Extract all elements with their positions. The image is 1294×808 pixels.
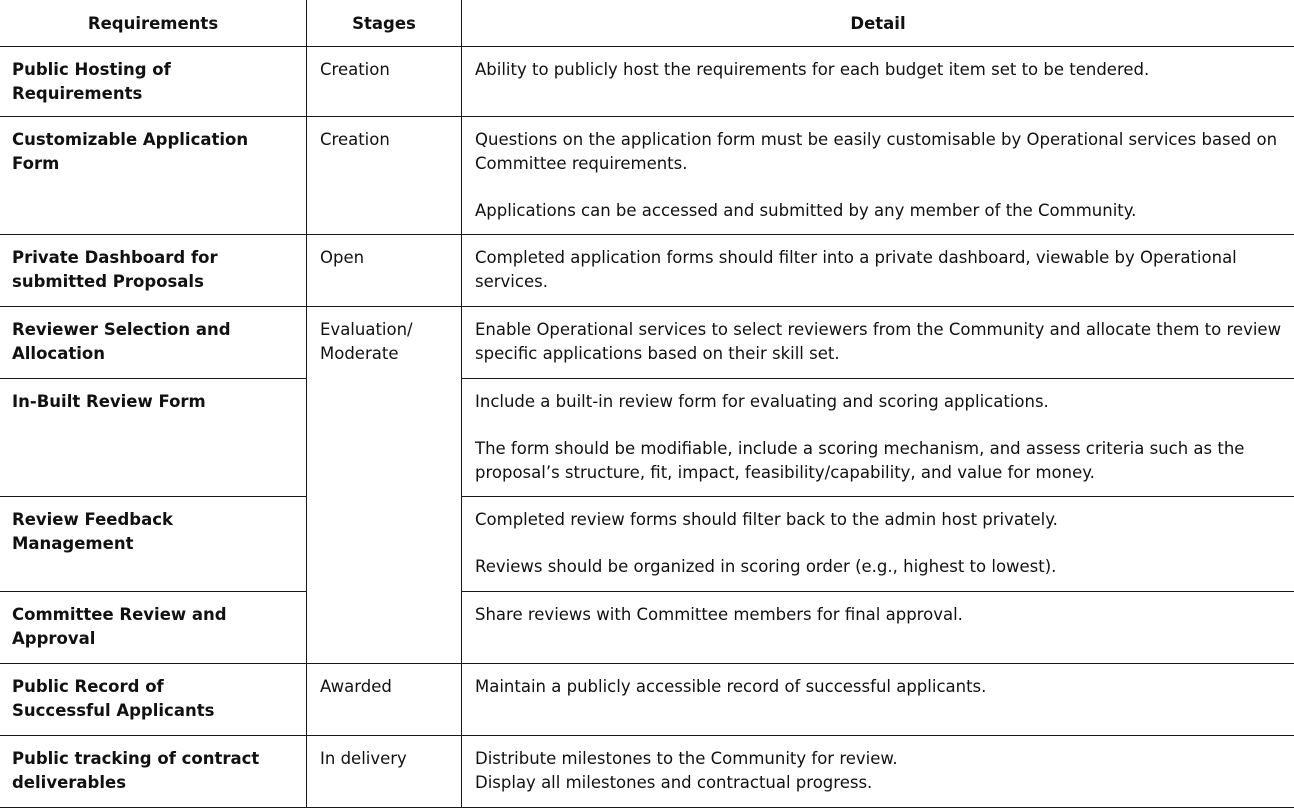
- detail-text: Share reviews with Committee members for final approval.: [475, 603, 1284, 627]
- stage-cell: Creation: [307, 47, 462, 117]
- header-row: [0, 0, 1294, 47]
- requirement-cell: Committee Review and Approval: [0, 592, 307, 664]
- detail-text: Enable Operational services to select reviewers from the Community and allocate them to review specific applications based on their skill set.: [475, 318, 1284, 366]
- detail-cell: [462, 664, 1294, 736]
- detail-cell: [462, 379, 1294, 497]
- stage-cell: In delivery: [307, 736, 462, 808]
- detail-text: Reviews should be organized in scoring order (e.g., highest to lowest).: [475, 555, 1284, 579]
- table-row: [0, 47, 1294, 117]
- detail-cell: [462, 235, 1294, 307]
- requirement-cell: In-Built Review Form: [0, 379, 307, 497]
- table-row: [0, 379, 1294, 497]
- stage-cell: Awarded: [307, 664, 462, 736]
- detail-cell: [462, 497, 1294, 592]
- detail-text: Questions on the application form must be easily customisable by Operational services based on Committee requirements.: [475, 128, 1284, 176]
- detail-text: Display all milestones and contractual progress.: [475, 771, 1284, 795]
- stage-cell: Evaluation/ Moderate: [307, 307, 462, 664]
- header-requirements: Requirements: [0, 0, 307, 47]
- table-row: [0, 736, 1294, 808]
- requirement-cell: Review Feedback Management: [0, 497, 307, 592]
- table-row: [0, 497, 1294, 592]
- table-row: [0, 592, 1294, 664]
- requirement-cell: Public tracking of contract deliverables: [0, 736, 307, 808]
- requirement-cell: Public Hosting of Requirements: [0, 47, 307, 117]
- detail-cell: [462, 47, 1294, 117]
- detail-text: Applications can be accessed and submitted by any member of the Community.: [475, 199, 1284, 223]
- detail-cell: [462, 592, 1294, 664]
- detail-cell: [462, 307, 1294, 379]
- table-row: [0, 307, 1294, 379]
- requirement-cell: Public Record of Successful Applicants: [0, 664, 307, 736]
- detail-cell: [462, 117, 1294, 235]
- detail-text: Maintain a publicly accessible record of successful applicants.: [475, 675, 1284, 699]
- detail-text: Completed application forms should filter into a private dashboard, viewable by Operational services.: [475, 246, 1284, 294]
- stage-cell: Open: [307, 235, 462, 307]
- detail-text: The form should be modifiable, include a scoring mechanism, and assess criteria such as the proposal’s structure, fit, impact, feasibility/capability, and value for money.: [475, 437, 1284, 485]
- detail-text: Include a built-in review form for evaluating and scoring applications.: [475, 390, 1284, 414]
- table-row: [0, 117, 1294, 235]
- detail-text: Ability to publicly host the requirements for each budget item set to be tendered.: [475, 58, 1284, 82]
- requirement-cell: Private Dashboard for submitted Proposals: [0, 235, 307, 307]
- detail-cell: [462, 736, 1294, 808]
- requirement-cell: Reviewer Selection and Allocation: [0, 307, 307, 379]
- requirement-cell: Customizable Application Form: [0, 117, 307, 235]
- table-row: [0, 664, 1294, 736]
- detail-text: Distribute milestones to the Community for review.: [475, 747, 1284, 771]
- header-detail: Detail: [462, 0, 1294, 47]
- stage-cell: Creation: [307, 117, 462, 235]
- header-stages: Stages: [307, 0, 462, 47]
- table-row: [0, 235, 1294, 307]
- detail-text: Completed review forms should filter back to the admin host privately.: [475, 508, 1284, 532]
